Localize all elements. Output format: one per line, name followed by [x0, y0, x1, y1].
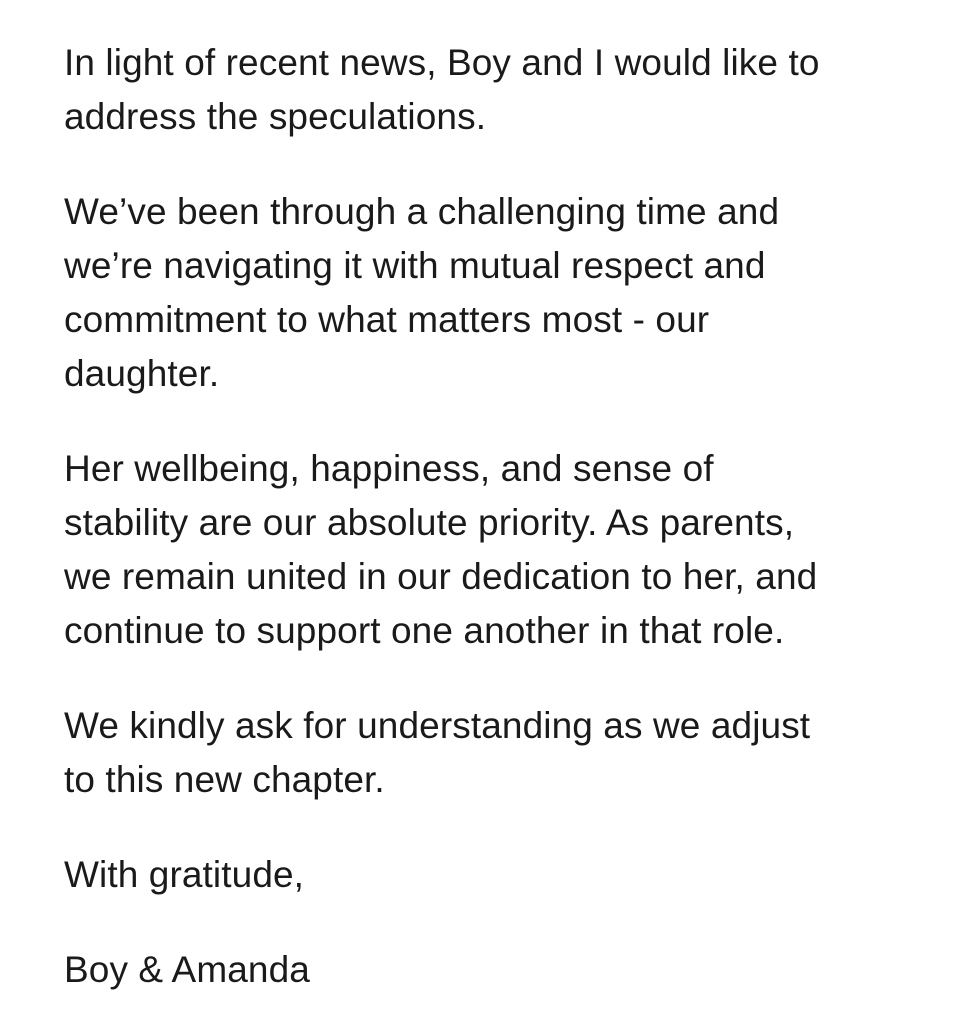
signature [64, 943, 908, 997]
text-line: We kindly ask for understanding as we adjust [64, 705, 811, 746]
closing-line [64, 848, 908, 902]
text-line: Her wellbeing, happiness, and sense of [64, 448, 714, 489]
text-line: to this new chapter. [64, 759, 385, 800]
text-line: commitment to what matters most - our [64, 299, 710, 340]
paragraph-intro [64, 36, 908, 144]
text-line: address the speculations. [64, 96, 487, 137]
paragraph-daughter-priority [64, 442, 908, 658]
text-line: stability are our absolute priority. As parents, [64, 502, 795, 543]
paragraph-challenging-time [64, 185, 908, 401]
text-line: In light of recent news, Boy and I would like to [64, 42, 820, 83]
text-line: we’re navigating it with mutual respect and [64, 245, 766, 286]
text-line: We’ve been through a challenging time and [64, 191, 780, 232]
text-line: we remain united in our dedication to her, and [64, 556, 818, 597]
paragraph-understanding [64, 699, 908, 807]
text-line: continue to support one another in that role. [64, 610, 785, 651]
text-line: Boy & Amanda [64, 949, 310, 990]
text-line: With gratitude, [64, 854, 305, 895]
text-line: daughter. [64, 353, 220, 394]
